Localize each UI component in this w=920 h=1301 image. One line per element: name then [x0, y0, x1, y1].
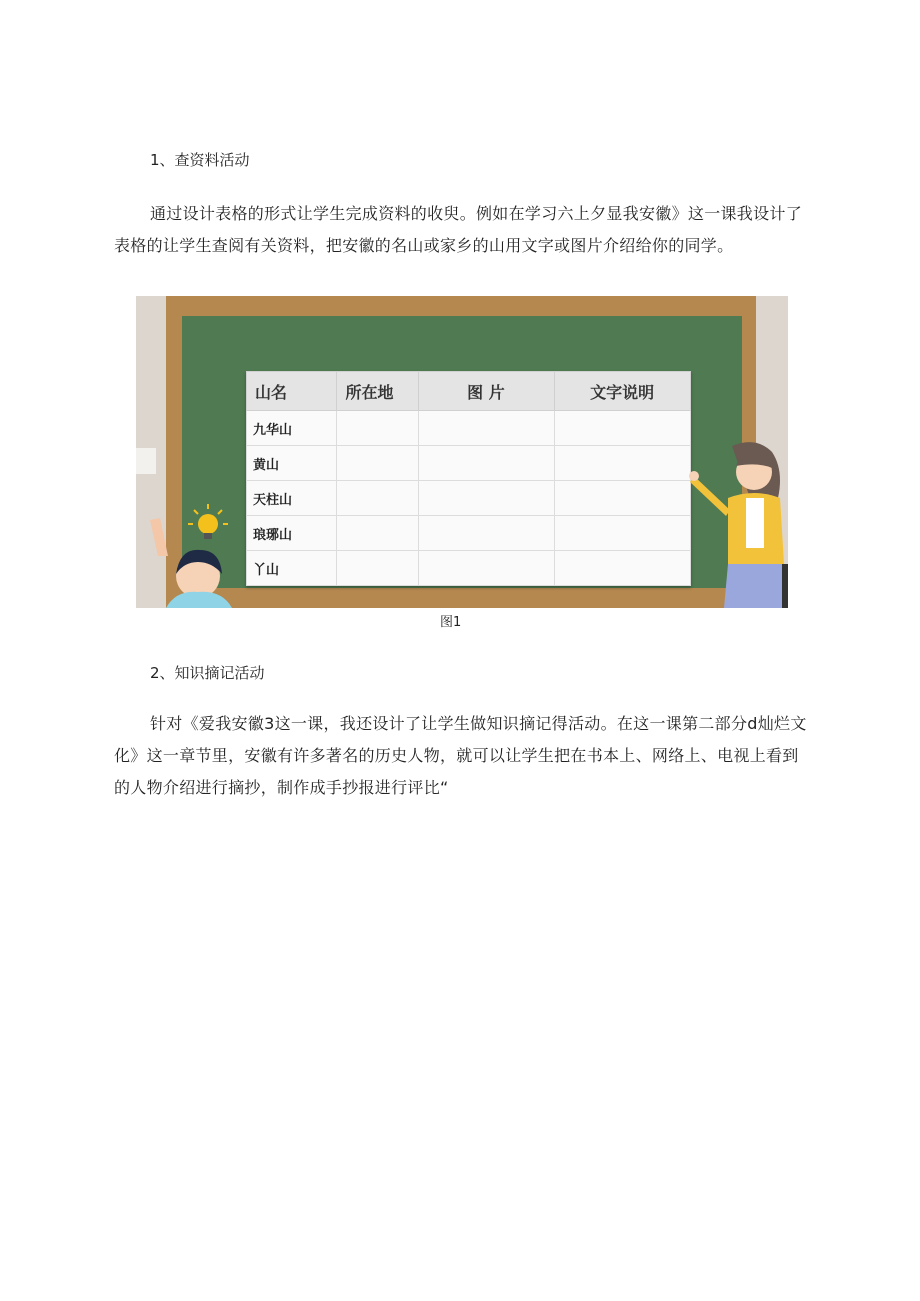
- header-mountain-name: 山名: [247, 372, 337, 411]
- table-row: [247, 516, 691, 551]
- lightbulb-icon: [188, 504, 228, 539]
- table-header-row: [247, 372, 691, 411]
- mountain-name: 琅琊山: [247, 516, 337, 551]
- section1-heading: 1、查资料活动: [150, 151, 250, 169]
- mountain-name: 黄山: [247, 446, 337, 481]
- section1-paragraph: 通过设计表格的形式让学生完成资料的收臾。例如在学习六上夕显我安徽》这一课我设计了表格的让学生查阅有关资料，把安徽的名山或家乡的山用文字或图片介绍给你的同学。: [114, 204, 803, 255]
- header-description: 文字说明: [555, 372, 691, 411]
- mountain-name: 九华山: [247, 411, 337, 446]
- mountain-name: 丫山: [247, 551, 337, 586]
- mountain-name: 天柱山: [247, 481, 337, 516]
- mountain-table: [246, 371, 691, 586]
- wall-switch: [136, 448, 156, 474]
- teacher-figure: [688, 436, 788, 608]
- section2-paragraph: 针对《爱我安徽3这一课，我还设计了让学生做知识摘记得活动。在这一课第二部分d灿烂文化》这一章节里，安徽有许多著名的历史人物，就可以让学生把在书本上、网络上、电视上看到的人物介绍进行摘抄，制作成手抄报进行评比“: [114, 714, 807, 797]
- header-location: 所在地: [337, 372, 418, 411]
- table-row: [247, 551, 691, 586]
- table-row: [247, 481, 691, 516]
- figure-caption: 图1: [440, 615, 462, 630]
- table-row: [247, 411, 691, 446]
- header-picture: 图 片: [418, 372, 555, 411]
- classroom-illustration: [136, 296, 788, 608]
- student-figure: [136, 486, 246, 608]
- table-row: [247, 446, 691, 481]
- section2-heading: 2、知识摘记活动: [150, 664, 265, 682]
